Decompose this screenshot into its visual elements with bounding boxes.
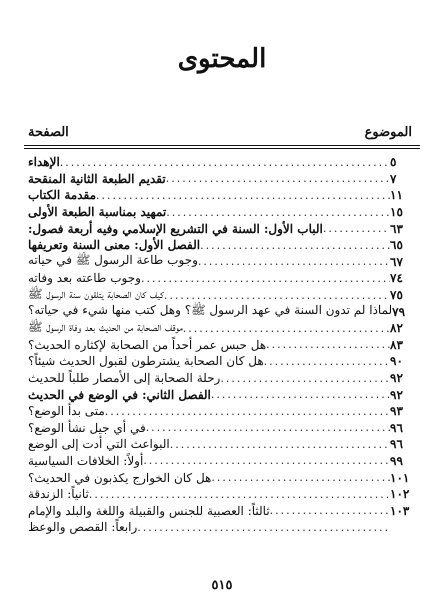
toc-entry-title: وجوب طاعته بعد وفاته <box>28 271 141 286</box>
toc-leader-dots <box>170 438 390 451</box>
toc-entry-title: موقف الصحابة من الحديث بعد وفاة الرسول ﷺ <box>28 319 183 334</box>
toc-entry <box>24 420 416 437</box>
toc-leader-dots <box>164 289 390 302</box>
toc-entry-title: هل كان الخوارج يكذبون في الحديث؟ <box>28 470 212 485</box>
toc-entry <box>24 469 416 486</box>
toc-entry-title: تقديم الطبعة الثانية المنقحة <box>28 171 166 186</box>
toc-leader-dots <box>60 156 390 169</box>
toc-entry <box>24 287 416 304</box>
toc-leader-dots <box>266 338 390 351</box>
toc-entry-page: ٧ <box>390 171 397 186</box>
toc-entry-title: تمهيد بمناسبة الطبعة الأولى <box>28 205 167 220</box>
toc-entry-page: ٦٣ <box>390 221 403 236</box>
toc-leader-dots <box>137 521 390 534</box>
toc-entry-page: ٥ <box>390 155 397 170</box>
title-ornament <box>178 80 266 81</box>
toc-entry-page: ٩٢ <box>390 387 403 402</box>
page-title: المحتوى <box>177 44 267 74</box>
toc-entry-title: في أي جيل نشأ الوضع؟ <box>28 420 146 435</box>
toc-leader-dots <box>198 255 390 268</box>
toc-entry-title: الفصل الأول: معنى السنة وتعريفها <box>28 238 201 253</box>
toc-entry <box>24 237 416 254</box>
toc-entry-page: ٧٩ <box>392 304 406 319</box>
page-column-header: الصفحة <box>28 125 69 140</box>
toc-entry-page: ٩٢ <box>390 371 403 386</box>
toc-entry <box>24 320 416 337</box>
toc-entry <box>24 187 416 204</box>
toc-entry-page: ٩٦ <box>390 437 403 452</box>
toc-entry-page: ١٠٢ <box>390 487 410 502</box>
toc-list <box>24 154 416 536</box>
toc-leader-dots <box>323 222 390 235</box>
toc-entry-page: ٩٦ <box>390 420 403 435</box>
toc-leader-dots <box>200 239 390 252</box>
toc-leader-dots <box>105 405 390 418</box>
toc-leader-dots <box>211 471 390 484</box>
toc-leader-dots <box>183 322 390 335</box>
toc-entry-title: ثالثاً: العصبية للجنس والقبيلة واللغة والبلد والإمام <box>28 503 270 518</box>
toc-entry-page: ١٥ <box>390 205 403 220</box>
topic-column-header: الموضوع <box>364 125 412 140</box>
toc-leader-dots <box>146 421 390 434</box>
toc-entry-title: مقدمة الكتاب <box>28 188 97 203</box>
toc-entry <box>24 270 416 287</box>
toc-entry-page: ١٠٣ <box>390 503 410 518</box>
toc-entry-page: ٩٠ <box>390 354 403 369</box>
toc-entry-title: ثانياً: الزندقة <box>28 487 89 502</box>
toc-entry <box>24 353 416 370</box>
toc-leader-dots <box>264 355 390 368</box>
toc-entry <box>24 519 416 536</box>
toc-entry-title: رابعاً: القصص والوعظ <box>28 520 138 535</box>
toc-entry-title: البواعث التي أدت إلى الوضع <box>28 437 170 452</box>
toc-entry <box>24 204 416 221</box>
toc-entry <box>24 337 416 354</box>
toc-leader-dots <box>270 504 390 517</box>
toc-entry-title: أولاً: الخلافات السياسية <box>28 453 144 468</box>
toc-leader-dots <box>89 488 390 501</box>
toc-entry-page: ١١ <box>390 188 403 203</box>
toc-entry-page: ٨٣ <box>390 337 403 352</box>
toc-entry <box>24 303 416 320</box>
toc-entry-page: ٦٧ <box>390 254 403 269</box>
toc-entry <box>24 220 416 237</box>
toc-entry-title: متى بدأ الوضع؟ <box>28 404 105 419</box>
toc-entry <box>24 436 416 453</box>
toc-entry-page: ٧٤ <box>390 271 403 286</box>
toc-entry <box>24 254 416 271</box>
header-rule-bottom <box>24 148 420 149</box>
toc-leader-dots <box>211 388 390 401</box>
toc-leader-dots <box>220 372 390 385</box>
toc-leader-dots <box>166 206 390 219</box>
toc-entry-page: ٦٥ <box>390 238 403 253</box>
toc-entry-title: الفصل الثاني: في الوضع في الحديث <box>28 387 211 402</box>
toc-entry <box>24 403 416 420</box>
page-number: ٥١٥ <box>211 578 233 593</box>
header-rule-top <box>24 145 420 146</box>
toc-entry-title: كيف كان الصحابة يتلقون سنة الرسول ﷺ <box>28 286 164 301</box>
toc-entry <box>24 502 416 519</box>
toc-entry-title: رحلة الصحابة إلى الأمصار طلباً للحديث <box>28 371 221 386</box>
toc-entry-page: ١٠١ <box>390 470 410 485</box>
toc-entry-title: الباب الأول: السنة في التشريع الإسلامي وفيه أربعة فصول: <box>28 221 323 236</box>
toc-leader-dots <box>141 272 390 285</box>
toc-entry-title: لماذا لم تدون السنة في عهد الرسول ﷺ؟ وهل كتب منها شيء في حياته؟ <box>28 303 393 318</box>
toc-entry-page: ٩٩ <box>390 453 403 468</box>
toc-entry-title: الإهداء <box>28 155 60 170</box>
toc-entry <box>24 370 416 387</box>
toc-entry-page: ٩٣ <box>390 404 403 419</box>
toc-entry <box>24 171 416 188</box>
toc-entry <box>24 386 416 403</box>
toc-leader-dots <box>143 454 390 467</box>
toc-leader-dots <box>96 189 390 202</box>
toc-entry-title: هل حبس عمر أحداً من الصحابة لإكثاره الحديث؟ <box>28 337 267 352</box>
toc-entry-title: وجوب طاعة الرسول ﷺ في حياته <box>28 253 198 268</box>
toc-entry-title: هل كان الصحابة يشترطون لقبول الحديث شيئاً؟ <box>28 354 264 369</box>
toc-entry-page: ٧٥ <box>390 288 403 303</box>
toc-entry-page: ٨٢ <box>390 321 403 336</box>
toc-entry <box>24 453 416 470</box>
toc-leader-dots <box>166 172 390 185</box>
toc-entry <box>24 486 416 503</box>
toc-entry <box>24 154 416 171</box>
